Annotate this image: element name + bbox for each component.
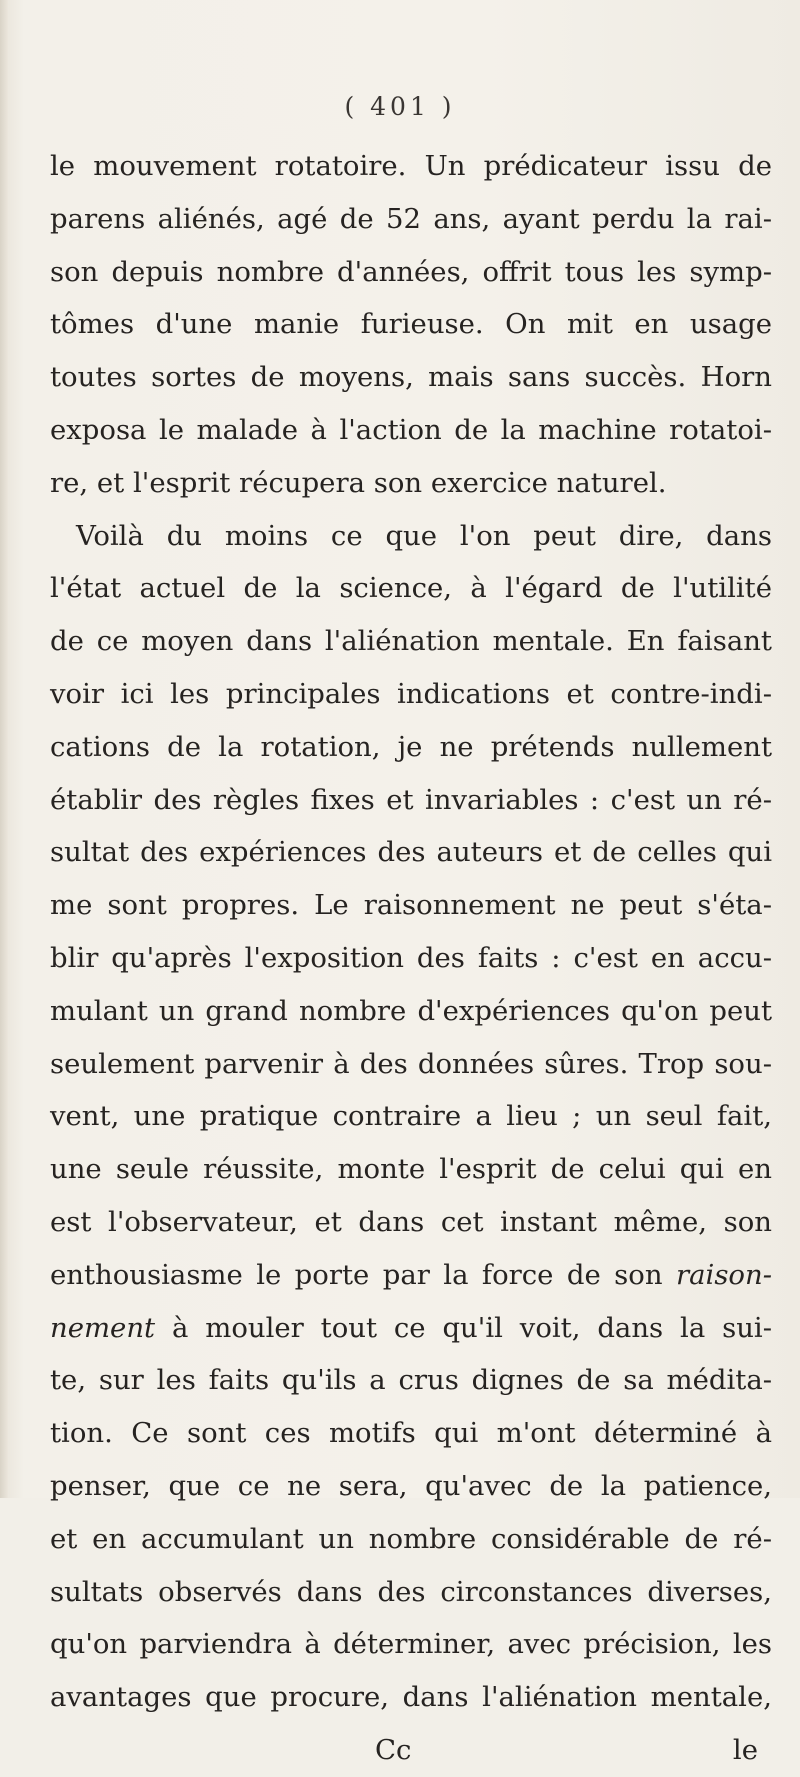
text-line: toutes sortes de moyens, mais sans succès. Horn xyxy=(50,361,772,394)
signature-mark: Cc xyxy=(375,1733,412,1766)
text-line: exposa le malade à l'action de la machine rotatoi- xyxy=(50,413,772,446)
page-number: ( 401 ) xyxy=(344,92,456,121)
text-line: me sont propres. Le raisonnement ne peut s'éta- xyxy=(50,889,772,922)
italic-word: raison- xyxy=(675,1258,772,1291)
text-line: l'état actuel de la science, à l'égard de l'utilité xyxy=(50,572,772,605)
text-line: penser, que ce ne sera, qu'avec de la patience, xyxy=(50,1469,772,1502)
catchword: le xyxy=(732,1733,758,1766)
text-line: Voilà du moins ce que l'on peut dire, dans xyxy=(76,519,772,552)
text-line: blir qu'après l'exposition des faits : c'est en accu- xyxy=(50,941,772,974)
text-line: établir des règles fixes et invariables : c'est un ré- xyxy=(50,783,772,816)
text-line: te, sur les faits qu'ils a crus dignes de sa médita- xyxy=(50,1364,772,1397)
text-line: est l'observateur, et dans cet instant même, son xyxy=(50,1205,772,1238)
text-line xyxy=(50,1249,772,1302)
text-line: parens aliénés, agé de 52 ans, ayant perdu la rai- xyxy=(50,202,772,235)
text-line: mulant un grand nombre d'expériences qu'on peut xyxy=(50,994,772,1027)
text-line-start: enthousiasme le porte par la force de son xyxy=(50,1258,663,1291)
text-line: de ce moyen dans l'aliénation mentale. En faisant xyxy=(50,625,772,658)
text-line: une seule réussite, monte l'esprit de celui qui en xyxy=(50,1153,772,1186)
signature-line xyxy=(50,1724,772,1777)
text-line: tion. Ce sont ces motifs qui m'ont déterminé à xyxy=(50,1417,772,1450)
text-line: son depuis nombre d'années, offrit tous les symp- xyxy=(50,255,772,288)
text-line: sultats observés dans des circonstances diverses, xyxy=(50,1575,772,1608)
body-text xyxy=(50,140,772,1777)
binding-edge xyxy=(0,0,8,1498)
text-line: sultat des expériences des auteurs et de celles qui xyxy=(50,836,772,869)
text-line: vent, une pratique contraire a lieu ; un seul fait, xyxy=(50,1100,772,1133)
text-line: le mouvement rotatoire. Un prédicateur issu de xyxy=(50,150,772,182)
text-line: et en accumulant un nombre considérable de ré- xyxy=(50,1522,772,1555)
text-line: re, et l'esprit récupera son exercice naturel. xyxy=(50,466,667,499)
text-line: seulement parvenir à des données sûres. Trop sou- xyxy=(50,1047,772,1080)
italic-word-continued: nement xyxy=(50,1311,156,1344)
text-line: cations de la rotation, je ne prétends nullement xyxy=(50,730,772,763)
text-line-rest: à mouler tout ce qu'il voit, dans la sui- xyxy=(155,1311,772,1344)
text-line xyxy=(50,1302,772,1355)
text-line: tômes d'une manie furieuse. On mit en usage xyxy=(50,308,772,341)
text-line: qu'on parviendra à déterminer, avec précision, les xyxy=(50,1628,772,1661)
text-line: voir ici les principales indications et contre-indi- xyxy=(50,677,772,710)
text-line: avantages que procure, dans l'aliénation mentale, xyxy=(50,1681,772,1714)
